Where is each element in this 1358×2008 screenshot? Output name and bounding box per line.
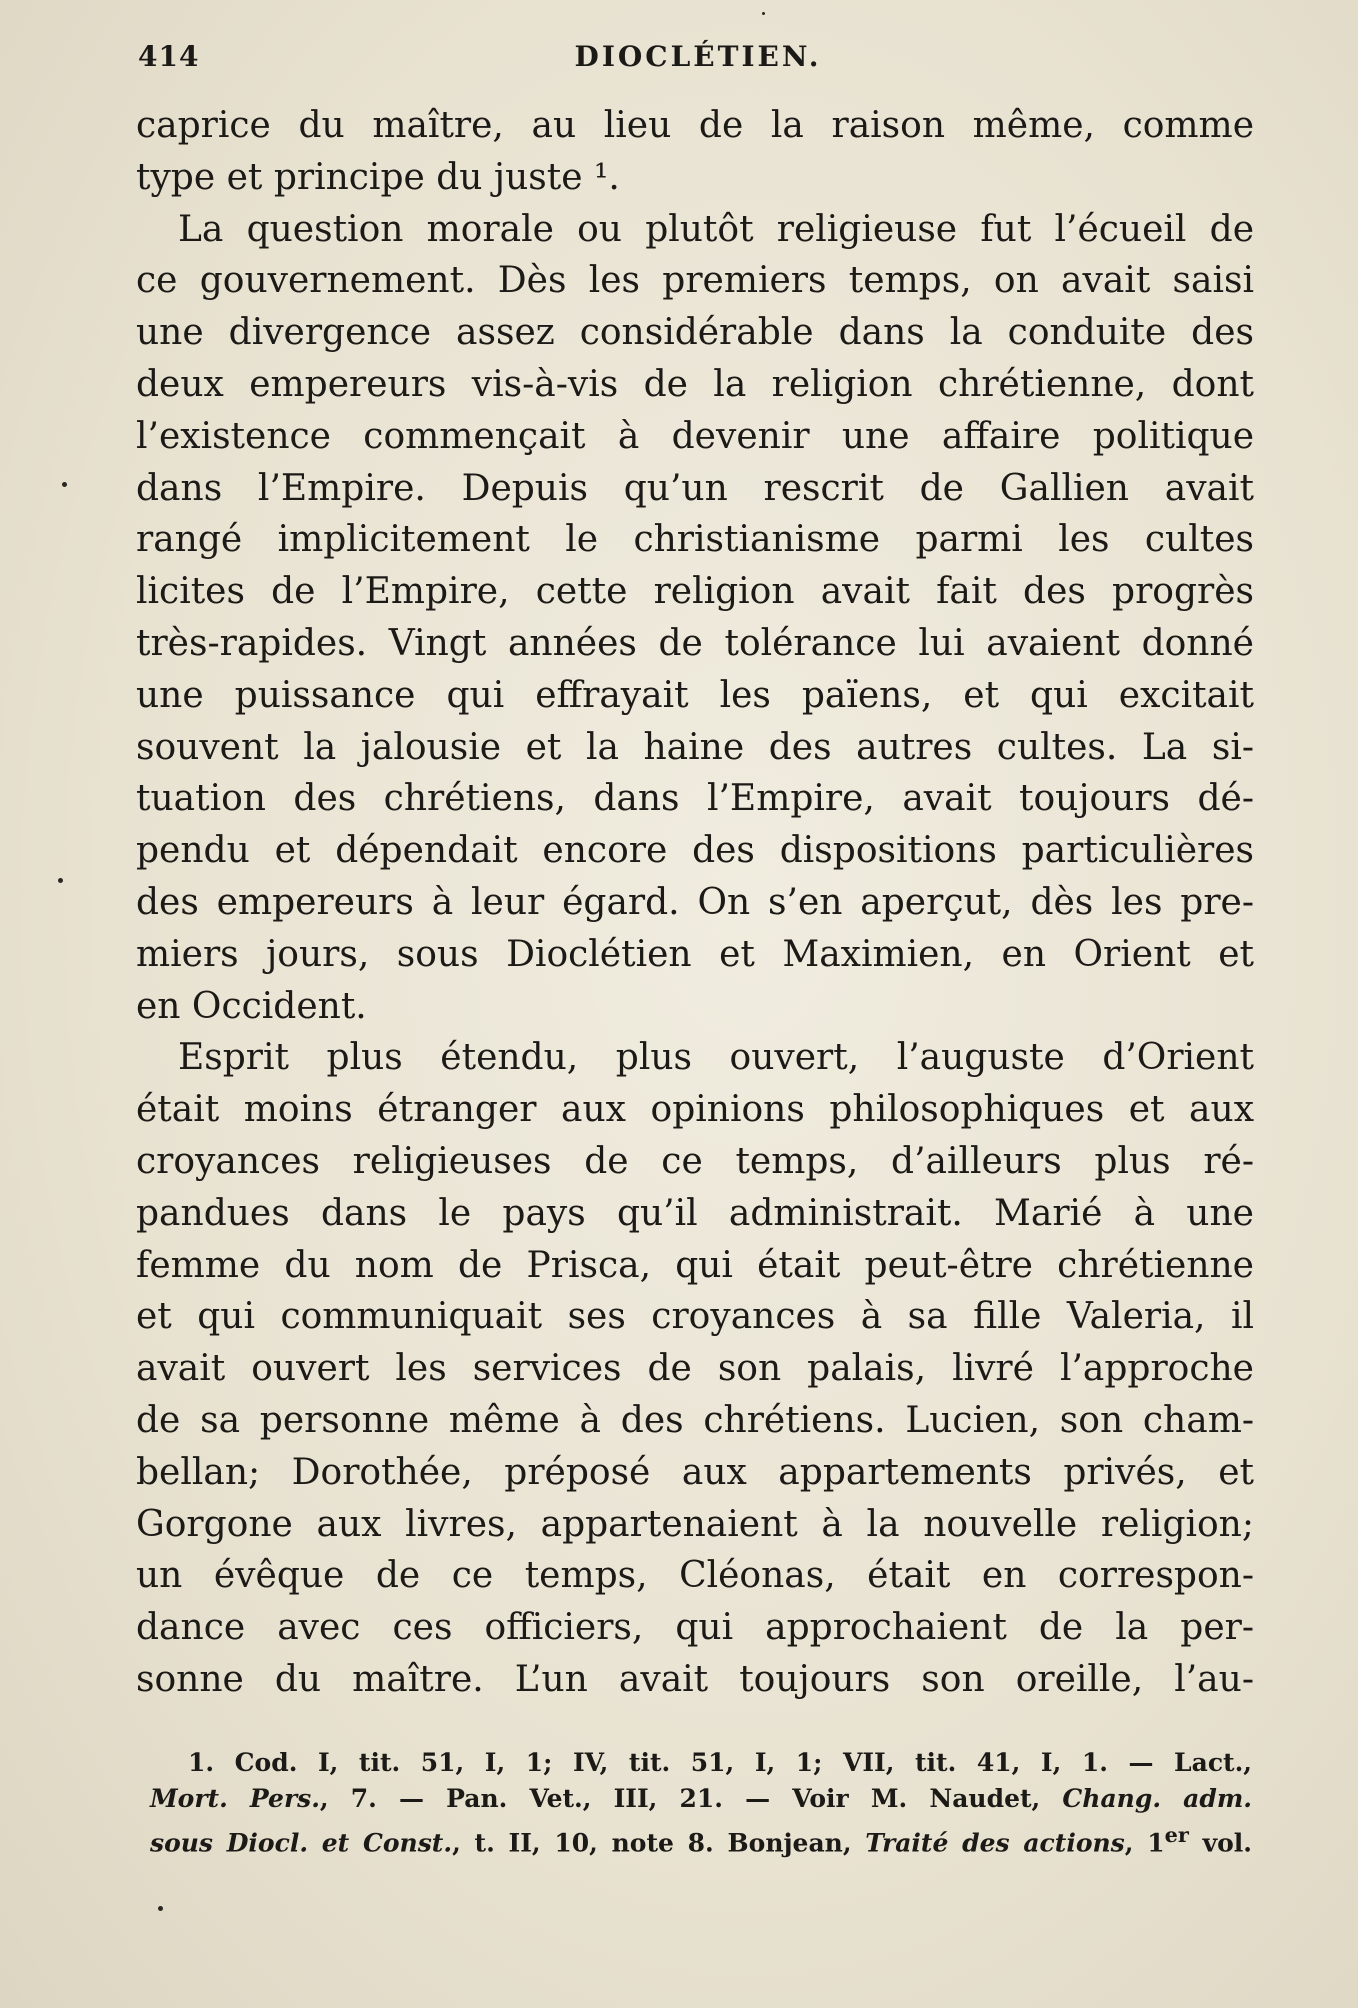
- text-line: croyances religieuses de ce temps, d’ailleurs plus ré-: [136, 1140, 1254, 1182]
- text-line: une puissance qui effrayait les païens, et qui excitait: [136, 674, 1254, 716]
- text-line: de sa personne même à des chrétiens. Lucien, son cham-: [136, 1399, 1254, 1441]
- text-line: licites de l’Empire, cette religion avait fait des progrès: [136, 571, 1254, 613]
- text-line: l’existence commençait à devenir une affaire politique: [136, 415, 1254, 457]
- paper-speck: [58, 878, 63, 883]
- text-line: type et principe du juste ¹.: [136, 156, 620, 198]
- paper-speck: [762, 12, 765, 15]
- text-line: en Occident.: [136, 985, 367, 1027]
- paper-speck: [62, 482, 67, 487]
- running-title: DIOCLÉTIEN.: [574, 40, 822, 73]
- text-line: pandues dans le pays qu’il administrait. Marié à une: [136, 1192, 1254, 1234]
- footnotes: [150, 1745, 1252, 1858]
- page-number: 414: [138, 40, 200, 73]
- footnote-text: , 1: [1124, 1828, 1165, 1858]
- text-line: sonne du maître. L’un avait toujours son oreille, l’au-: [136, 1658, 1254, 1700]
- text-line: femme du nom de Prisca, qui était peut-être chrétienne: [136, 1244, 1254, 1286]
- paper-speck: [158, 1906, 163, 1911]
- text-line: un évêque de ce temps, Cléonas, était en correspon-: [136, 1555, 1254, 1597]
- text-line: caprice du maître, au lieu de la raison même, comme: [136, 105, 1254, 146]
- text-line: avait ouvert les services de son palais, livré l’approche: [136, 1348, 1254, 1390]
- text-line: Gorgone aux livres, appartenaient à la nouvelle religion;: [136, 1503, 1254, 1545]
- text-line: miers jours, sous Dioclétien et Maximien, en Orient et: [136, 933, 1254, 975]
- text-line: dance avec ces officiers, qui approchaient de la per-: [136, 1607, 1254, 1649]
- footnote-citation-title: Traité des actions: [865, 1828, 1125, 1858]
- footnote-superscript: er: [1164, 1822, 1189, 1847]
- text-line: des empereurs à leur égard. On s’en aperçut, dès les pre-: [136, 881, 1254, 923]
- text-line: était moins étranger aux opinions philosophiques et aux: [136, 1089, 1254, 1131]
- footnote-text: 1. Cod. I, tit. 51, I, 1; IV, tit. 51, I, 1; VII, tit. 41, I, 1. — Lact.,: [188, 1748, 1252, 1777]
- text-line: pendu et dépendait encore des dispositions particulières: [136, 830, 1254, 872]
- body-text: [136, 100, 1254, 1706]
- text-line: tuation des chrétiens, dans l’Empire, avait toujours dé-: [136, 778, 1254, 820]
- page-header: [138, 40, 1258, 80]
- footnote-line: [150, 1817, 1252, 1858]
- footnote-line: [150, 1745, 1252, 1781]
- text-line: souvent la jalousie et la haine des autres cultes. La si-: [136, 726, 1254, 768]
- text-line: Esprit plus étendu, plus ouvert, l’auguste d’Orient: [178, 1037, 1254, 1079]
- text-line: bellan; Dorothée, préposé aux appartements privés, et: [136, 1451, 1254, 1493]
- text-line: une divergence assez considérable dans la conduite des: [136, 312, 1254, 354]
- text-line: très-rapides. Vingt années de tolérance lui avaient donné: [136, 622, 1254, 664]
- footnote-text: , 7. — Pan. Vet., III, 21. — Voir M. Naudet,: [319, 1784, 1063, 1813]
- footnote-citation-title: Mort. Pers.: [150, 1784, 320, 1813]
- footnote-text: vol.: [1188, 1828, 1252, 1858]
- text-line: et qui communiquait ses croyances à sa fille Valeria, il: [136, 1296, 1254, 1338]
- text-line: deux empereurs vis-à-vis de la religion chrétienne, dont: [136, 363, 1254, 405]
- text-line: dans l’Empire. Depuis qu’un rescrit de Gallien avait: [136, 467, 1254, 509]
- footnote-text: , t. II, 10, note 8. Bonjean,: [452, 1828, 866, 1858]
- text-line: La question morale ou plutôt religieuse fut l’écueil de: [178, 208, 1254, 250]
- footnote-citation-title: sous Diocl. et Const.: [150, 1828, 453, 1858]
- text-line: ce gouvernement. Dès les premiers temps, on avait saisi: [136, 260, 1254, 302]
- footnote-line: [150, 1781, 1252, 1817]
- text-line: rangé implicitement le christianisme parmi les cultes: [136, 519, 1254, 561]
- footnote-citation-title: Chang. adm.: [1062, 1784, 1252, 1813]
